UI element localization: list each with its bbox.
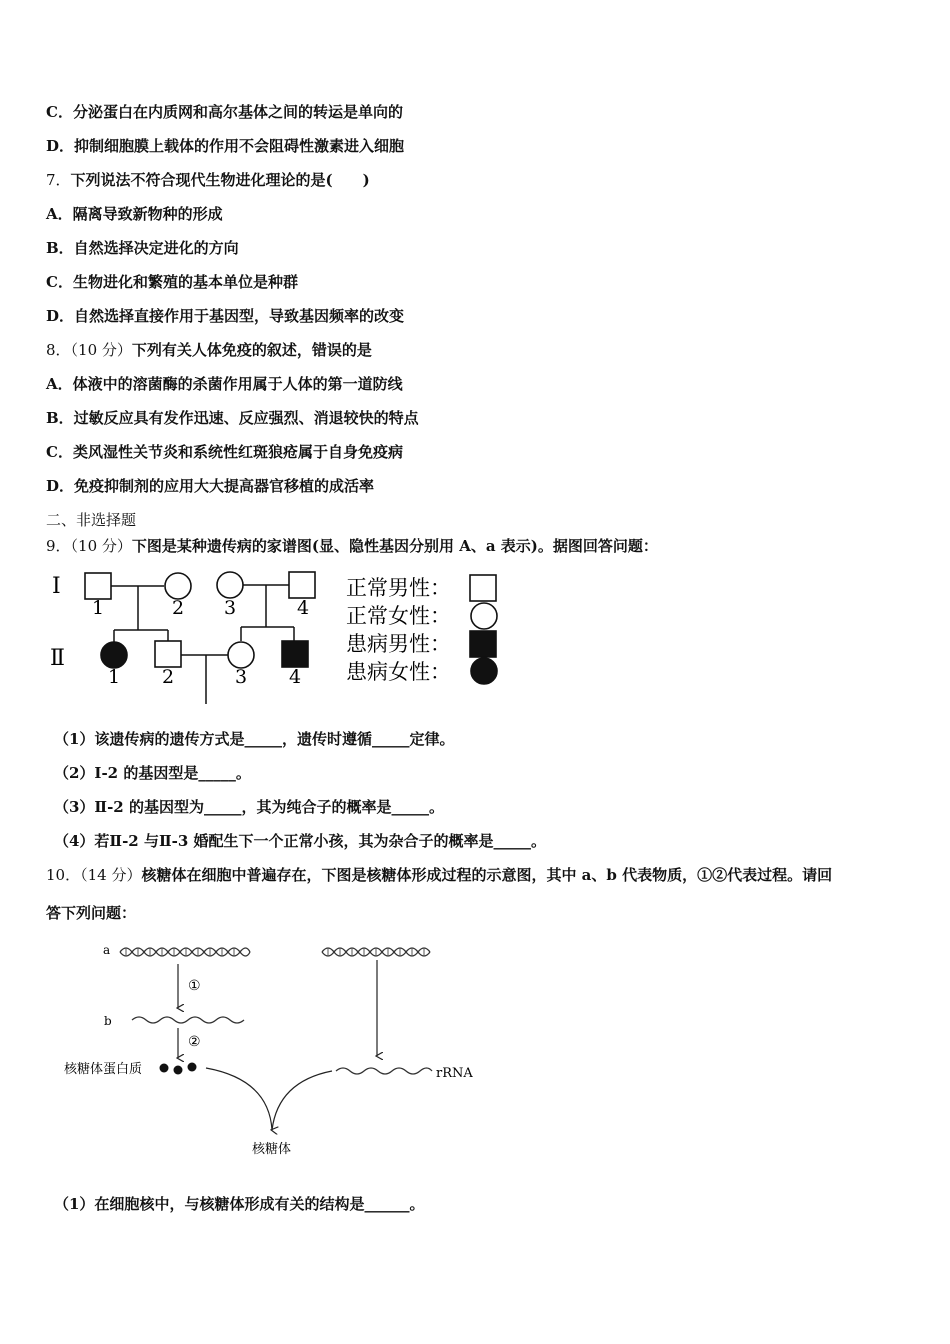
q7-option-b: B．自然选择决定进化的方向 [46,239,239,257]
mrna-wave [132,1017,244,1023]
q7-option-a: A．隔离导致新物种的形成 [46,205,223,223]
q10-stem-line-2: 答下列问题： [46,904,137,922]
q8-option-d: D．免疫抑制剂的应用大大提高器官移植的成活率 [46,477,375,495]
gen1-num-3: 3 [224,597,237,619]
q7-option-c: C．生物进化和繁殖的基本单位是种群 [46,273,298,291]
q9-number: 9． [46,537,71,555]
q9-points: （10 分） [70,537,132,555]
q9-sub-4: （4）若Ⅱ-2 与Ⅱ-3 婚配生下一个正常小孩，其为杂合子的概率是_____。 [54,832,546,850]
ribosome-label: 核糖体 [252,1142,292,1157]
legend-affected-female: 患病女性： [346,660,451,684]
gen2-num-3: 3 [235,666,248,688]
section2-title: 二、非选择题 [46,511,137,529]
protein-label: 核糖体蛋白质 [64,1062,143,1077]
q8-points: （10 分） [70,341,132,359]
q7-stem-line [46,170,370,190]
q9-stem: 下图是某种遗传病的家谱图(显、隐性基因分别用 A、a 表示)。据图回答问题： [131,537,658,555]
q8-stem: 下列有关人体免疫的叙述，错误的是 [131,341,372,359]
q7-number: 7． [46,171,71,189]
q6-option-d: D．抑制细胞膜上载体的作用不会阻碍性激素进入细胞 [46,137,405,155]
protein-dot-1 [160,1064,169,1073]
gen1-label: Ⅰ [52,574,61,599]
q10-stem-1: 核糖体在细胞中普遍存在，下图是核糖体形成过程的示意图，其中 a、b 代表物质，①②代表过程。请回 [141,866,833,884]
dna-right [322,948,430,956]
pedigree-figure [44,564,514,709]
legend-affected-male: 患病男性： [346,632,451,656]
q9-sub-3: （3）Ⅱ-2 的基因型为_____，其为纯合子的概率是_____。 [54,798,444,816]
gen2-num-1: 1 [108,666,121,688]
gen2-label: Ⅱ [50,646,65,671]
gen1-num-4: 4 [297,597,310,619]
gen2-affected-male-4 [282,641,308,667]
step-1-label: ① [188,978,201,994]
q8-option-a: A．体液中的溶菌酶的杀菌作用属于人体的第一道防线 [46,375,403,393]
gen2-num-2: 2 [162,666,175,688]
legend-square-open [470,575,496,601]
curve-protein-to-ribosome [206,1068,272,1130]
legend-circle-filled [471,658,497,684]
protein-dot-2 [174,1066,183,1075]
q8-option-c: C．类风湿性关节炎和系统性红斑狼疮属于自身免疫病 [46,443,403,461]
gen1-female-2 [165,573,191,599]
q10-sub-1: （1）在细胞核中，与核糖体形成有关的结构是______。 [54,1195,425,1213]
q9-sub-2: （2）Ⅰ-2 的基因型是_____。 [54,764,251,782]
legend-normal-male: 正常男性： [346,576,451,600]
label-a: a [103,943,111,957]
gen2-affected-female-1 [101,642,127,668]
gen1-male-4 [289,572,315,598]
gen2-female-3 [228,642,254,668]
q7-option-d: D．自然选择直接作用于基因型，导致基因频率的改变 [46,307,405,325]
q6-option-c: C．分泌蛋白在内质网和高尔基体之间的转运是单向的 [46,103,403,121]
rrna-label: rRNA [436,1066,473,1081]
gen1-female-3 [217,572,243,598]
q8-stem-line [46,340,372,360]
label-b: b [104,1014,112,1028]
q9-stem-line [46,536,658,556]
step-2-label: ② [188,1034,201,1050]
q10-points: （14 分） [80,866,142,884]
q9-sub-1: （1）该遗传病的遗传方式是_____，遗传时遵循_____定律。 [54,730,455,748]
gen1-num-1: 1 [92,597,105,619]
q8-number: 8． [46,341,71,359]
legend-circle-open [471,603,497,629]
gen2-num-4: 4 [289,666,302,688]
q10-number: 10． [46,866,81,884]
legend-square-filled [470,631,496,657]
gen1-male-1 [85,573,111,599]
curve-rrna-to-ribosome [272,1071,332,1130]
protein-dot-3 [188,1063,197,1072]
q7-stem: 下列说法不符合现代生物进化理论的是( ) [70,171,370,189]
q10-stem-line-1 [46,865,832,885]
ribosome-diagram [60,938,490,1168]
legend-normal-female: 正常女性： [346,604,451,628]
rrna-wave [336,1068,432,1074]
gen2-male-2 [155,641,181,667]
dna-left [120,948,250,956]
q8-option-b: B．过敏反应具有发作迅速、反应强烈、消退较快的特点 [46,409,419,427]
gen1-num-2: 2 [172,597,185,619]
